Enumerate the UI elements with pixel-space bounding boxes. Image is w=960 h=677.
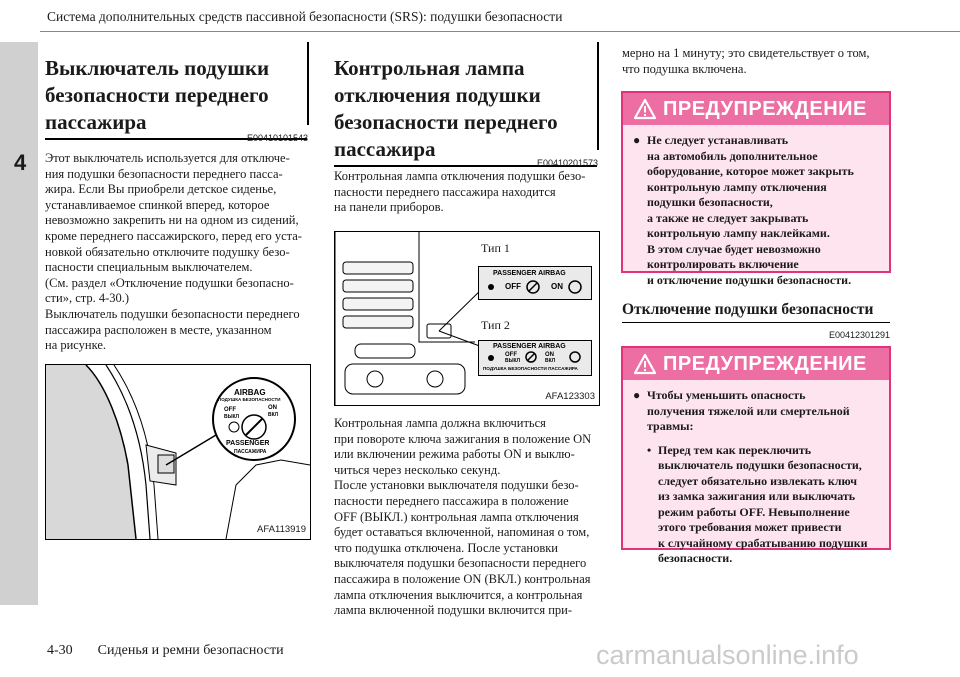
warning-line: к случайному срабатыванию подушки [658,535,868,550]
warning-heading: ПРЕДУПРЕЖДЕНИЕ [663,352,867,375]
bullet-icon: ● [633,388,641,402]
text-line: После установки выключателя подушки безо- [334,478,579,493]
warning-line: следует обязательно извлекать ключ [658,473,857,488]
figure-type2-label: Тип 2 [481,318,510,332]
panel2-airbag-icons [479,341,591,375]
text-line: лампа отключения выключится, а контрольная [334,587,583,602]
text-line: OFF (ВЫКЛ.) контрольная лампа отключения [334,509,579,524]
page-number: 4-30 [47,643,73,658]
warning-bullet [633,133,879,288]
panel2-title: PASSENGER AIRBAG [493,343,566,350]
text-line: невозможно закрепить ни на одном из сидений, [45,213,299,228]
indicator-panel-type2 [478,340,592,376]
warning-line: Перед тем как переключить [658,442,812,457]
warning-line: В этом случае будет невозможно [647,241,821,256]
title-line: Выключатель подушки безопасности переднего пассажира [45,56,270,134]
warning-header [623,93,889,125]
text-line: мерно на 1 минуту; это свидетельствует о том, [622,46,870,60]
page-header: Система дополнительных средств пассивной безопасности (SRS): подушки безопасности [47,9,563,24]
text-line: будет оставаться включенной, напоминая о том, [334,525,590,540]
warning-bullet [633,388,879,435]
section-code: E00412301291 [828,330,890,340]
chapter-number: 4 [14,150,27,175]
text-line: или включении режима работы ON и выклю- [334,447,575,462]
text-line: кроме переднего пассажирского, перед его уста- [45,228,302,243]
subsection-title: Отключение подушки безопасности [622,301,890,323]
section-code: E00410101543 [246,133,308,143]
text-line: Контрольная лампа отключения подушки безо- [334,169,586,183]
airbag-switch-callout [212,377,296,461]
text-line: пассажира расположен в месте, указанном [45,322,272,337]
warning-body [623,380,889,573]
warning-line: а также не следует закрывать [647,210,809,225]
panel2-off: OFF [505,352,517,358]
warning-sub-bullet [633,443,879,567]
warning-box-1 [621,91,891,287]
switch-knob-icon [214,379,294,459]
warning-line: контрольную лампу наклейками. [647,226,830,240]
text-line: лампа включенной подушки включится при- [334,603,572,618]
text-line: пассажира в положение ON (ВКЛ.) контрольная [334,571,591,586]
warning-line: выключатель подушки безопасности, [658,458,862,472]
title-ornament [307,42,309,125]
section-title-lamp [334,55,597,167]
text-line: на рисунке. [45,338,107,353]
warning-line: контрольную лампу отключения [647,179,827,194]
warning-line: Не следует устанавливать [647,133,789,147]
figure-code: AFA123303 [545,391,595,402]
switch-label-off-ru: ВЫКЛ [224,414,240,420]
console-illustration [335,232,599,405]
warning-body [623,125,889,294]
figure-indicator-lamp [334,231,600,406]
section-code: E00410201573 [536,158,598,168]
warning-triangle-icon [633,353,657,375]
switch-label-off: OFF [224,407,236,413]
warning-line: контролировать включение [647,257,799,271]
watermark: carmanualsonline.info [596,640,859,670]
panel2-on-ru: ВКЛ [545,358,556,364]
warning-header [623,348,889,380]
title-ornament [597,42,599,150]
page-footer [47,643,284,659]
warning-box-2 [621,346,891,565]
text-line: Контрольная лампа должна включиться [334,416,546,430]
warning-line: из замка зажигания или выключать [658,489,856,503]
header-rule [40,31,960,32]
text-line: читься через несколько секунд. [334,462,501,477]
text-line: устанавливаемое спинкой вперед, которое [45,197,270,212]
text-line: (См. раздел «Отключение подушки безопасно- [45,275,294,290]
text-line: при повороте ключа зажигания в положение ON [334,431,592,446]
text-line: пасности переднего пассажира находится [334,184,556,199]
indicator-panel-type1 [478,266,592,300]
panel1-on: ON [551,282,563,291]
figure-switch-location [45,364,311,540]
switch-label-on: ON [268,405,277,411]
switch-label-passenger-ru: ПАССАЖИРА [234,449,267,455]
text-line: пасности переднего пассажира в положение [334,493,569,508]
switch-label-passenger: PASSENGER [226,440,270,447]
warning-line: безопасности. [658,551,733,565]
section-body [45,151,315,354]
figure-type1-label: Тип 1 [481,241,510,255]
continued-text [622,46,892,77]
warning-line: оборудование, которое может закрыть [647,164,854,178]
text-line: новкой обязательно отключите подушку безо- [45,244,290,259]
footer-section: Сиденья и ремни безопасности [97,643,284,658]
text-line: что подушка включена. [622,61,747,76]
warning-line: Чтобы уменьшить опасность [647,388,806,402]
warning-line: режим работы OFF. Невыполнение [658,504,850,519]
text-line: жира. Если Вы приобрели детское сиденье, [45,182,277,197]
text-line: пасности специальным выключателем. [45,260,253,275]
text-line: Выключатель подушки безопасности переднего [45,306,300,321]
text-line: сти», стр. 4-30.) [45,291,130,306]
text-line: ния подушки безопасности переднего пасса- [45,166,283,181]
warning-line: получения тяжелой или смертельной [647,403,850,418]
bullet-icon: ● [633,133,641,147]
text-line: на панели приборов. [334,200,444,215]
panel2-on: ON [545,352,554,358]
text-line: Этот выключатель используется для отключе- [45,151,290,165]
warning-line: этого требования может привести [658,520,842,534]
section-intro [334,169,599,216]
warning-line: подушки безопасности, [647,195,773,209]
switch-label-on-ru: ВКЛ [268,412,279,418]
warning-line: травмы: [647,419,694,433]
warning-line: и отключение подушки безопасности. [647,272,852,287]
chapter-side-strip [0,42,38,605]
text-line: выключателя подушки безопасности переднего [334,556,587,571]
warning-triangle-icon [633,98,657,120]
text-line: что подушка отключена. После установки [334,540,558,555]
warning-heading: ПРЕДУПРЕЖДЕНИЕ [663,97,867,120]
switch-label-airbag: AIRBAG [234,388,266,397]
panel1-off: OFF [505,282,521,291]
section-title-switch [45,55,307,140]
title-line: Контрольная лампа отключения подушки безопасности переднего пассажира [334,56,558,161]
panel2-bottom: ПОДУШКА БЕЗОПАСНОСТИ ПАССАЖИРА [483,366,578,371]
figure-code: AFA113919 [257,524,306,535]
panel1-airbag-icons [479,267,591,299]
sub-bullet-icon: • [647,442,652,457]
panel1-title: PASSENGER AIRBAG [493,270,566,277]
panel2-off-ru: ВЫКЛ [505,358,521,364]
section-body [334,416,602,619]
warning-line: на автомобиль дополнительное [647,148,818,163]
switch-label-airbag-ru: ПОДУШКА БЕЗОПАСНОСТИ [218,397,281,402]
